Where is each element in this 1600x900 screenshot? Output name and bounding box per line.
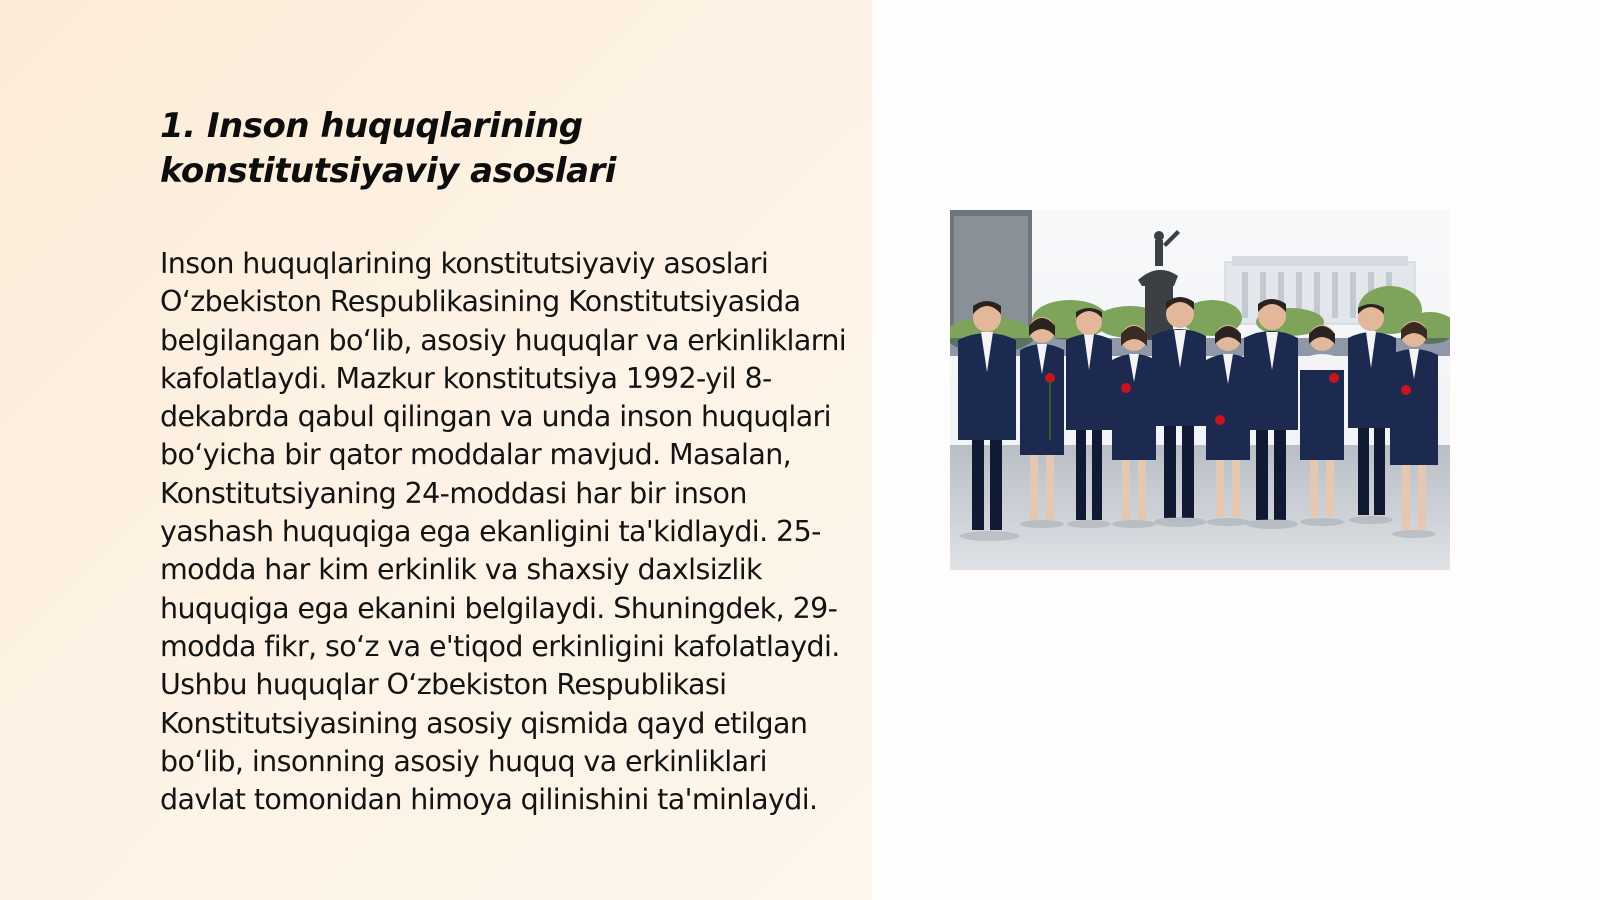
slide-title-line2: konstitutsiyaviy asoslari	[160, 151, 616, 191]
building-roof	[1232, 256, 1408, 266]
slide-body-text: Inson huquqlarining konstitutsiyaviy asoslari O‘zbekiston Respublikasining Konstitutsiyasida belgilangan bo‘lib, asosiy huquqlar va erkinliklarni kafolatlaydi. Mazkur konstitutsiya 1992-yil 8-dekabrda qabul qilingan va unda inson huquqlari bo‘yicha bir qator moddalar mavjud. Masalan, Konstitutsiyaning 24-moddasi har bir inson yashash huquqiga ega ekanligini ta'kidlaydi. 25-modda har kim erkinlik va shaxsiy daxlsizlik huquqiga ega ekanini belgilaydi. Shuningdek, 29-modda fikr, so‘z va e'tiqod erkinligini kafolatlaydi. Ushbu huquqlar O‘zbekiston Respublikasi Konstitutsiyasining asosiy qismida qayd etilgan bo‘lib, insonning asosiy huquq va erkinliklari davlat tomonidan himoya qilinishini ta'minlaydi.	[160, 247, 847, 817]
group-photo-illustration	[950, 210, 1450, 570]
slide-title	[160, 104, 800, 194]
slide-title-line1: 1. Inson huquqlarining	[160, 106, 583, 146]
group-photo	[950, 210, 1450, 570]
